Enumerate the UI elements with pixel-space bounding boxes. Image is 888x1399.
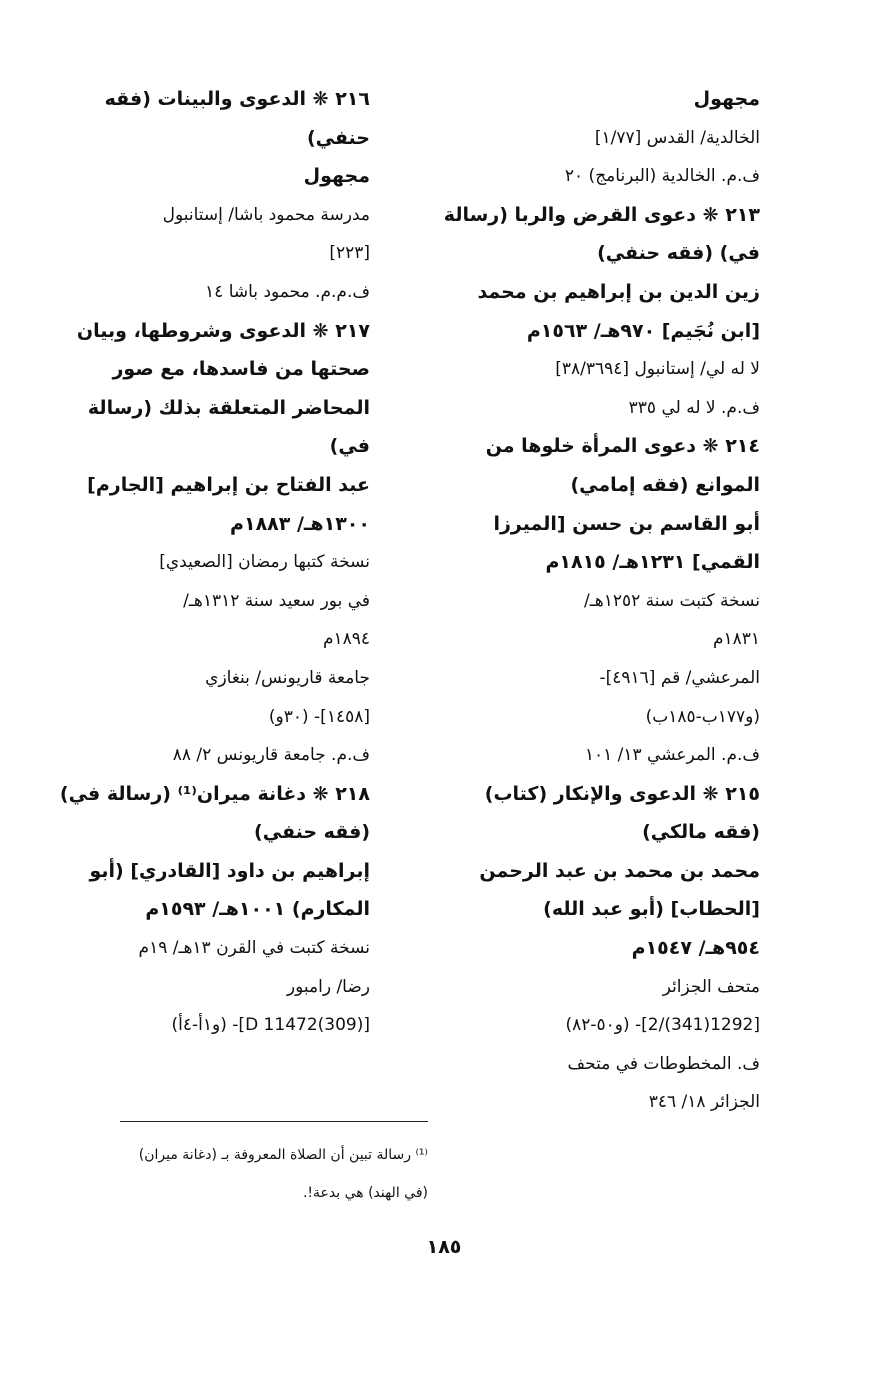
entry-line: [الحطاب] (أبو عبد الله) <box>543 898 760 921</box>
left-column <box>59 80 370 1045</box>
entry-line: متحف الجزائر <box>662 976 760 997</box>
entry-line: نسخة كتبت سنة ١٢٥٢هـ/ <box>584 590 760 611</box>
entry-line: ف.م. لا له لي ٣٣٥ <box>628 397 760 418</box>
entry-line: نسخة كتبت في القرن ١٣هـ/ ١٩م <box>138 938 370 959</box>
entry-line: الخالدية/ القدس [١/٧٧] <box>594 127 760 148</box>
entry-line: ١٣٠٠هـ/ ١٨٨٣م <box>230 512 370 535</box>
entry-line: ف.م. جامعة قاريونس ٢/ ٨٨ <box>172 745 370 766</box>
entry-line: نسخة كتبها رمضان [الصعيدي] <box>159 552 370 573</box>
entry-line: ٢١٣ ❋ دعوى القرض والربا (رسالة <box>443 203 760 226</box>
entry-line: ٢١٨ ❋ دغانة ميران⁽¹⁾ (رسالة في) <box>59 782 370 805</box>
entry-line: ١٨٣١م <box>712 629 760 650</box>
entry-line: [1292(341)/2]- (و٥٠-٨٢) <box>565 1015 760 1036</box>
entry-line: ٢١٦ ❋ الدعوى والبينات (فقه <box>104 88 370 110</box>
footnote-line: ⁽¹⁾ رسالة تبين أن الصلاة المعروفة بـ (دغانة ميران) <box>138 1147 428 1163</box>
entry-line: لا له لي/ إستانبول [٣٨/٣٦٩٤] <box>555 359 760 380</box>
entry-line: [١٤٥٨]- (٣٠و) <box>268 706 370 727</box>
footnotes <box>118 1136 428 1212</box>
entry-line: رضا/ رامبور <box>286 976 370 997</box>
entry-line: ٢١٥ ❋ الدعوى والإنكار (كتاب) <box>484 782 760 805</box>
entry-line: الموانع (فقه إمامي) <box>570 473 760 496</box>
entry-line: ف.م. المرعشي ١٣/ ١٠١ <box>584 745 760 766</box>
page-number: ١٨٥ <box>426 1236 462 1258</box>
entry-line: المحاضر المتعلقة بذلك (رسالة <box>87 396 370 419</box>
entry-line: المكارم) ١٠٠١هـ/ ١٥٩٣م <box>145 898 370 921</box>
entry-line: (فقه حنفي) <box>254 821 370 844</box>
entry-line: زين الدين بن إبراهيم بن محمد <box>477 280 760 303</box>
entry-line: (و١٧٧ب-١٨٥ب) <box>645 706 760 727</box>
entry-line: محمد بن محمد بن عبد الرحمن <box>479 859 760 882</box>
entry-line: مجهول <box>303 165 370 188</box>
right-column <box>443 80 760 1122</box>
entry-line: ٢١٤ ❋ دعوى المرأة خلوها من <box>485 435 760 458</box>
entry-line: [ابن نُجَيم] ٩٧٠هـ/ ١٥٦٣م <box>526 319 760 342</box>
entry-line: عبد الفتاح بن إبراهيم [الجارم] <box>87 473 370 496</box>
entry-line: ف.م.م. محمود باشا ١٤ <box>205 281 370 302</box>
entry-line: إبراهيم بن داود [القادري] (أبو <box>89 859 370 882</box>
entry-line: صحتها من فاسدها، مع صور <box>112 358 370 381</box>
footnote-separator <box>120 1121 428 1122</box>
footnote-line: (في الهند) هي بدعة!. <box>302 1185 428 1201</box>
entry-line: مدرسة محمود باشا/ إستانبول <box>162 204 370 225</box>
entry-line: ١٨٩٤م <box>322 629 370 650</box>
entry-line: المرعشي/ قم [٤٩١٦]- <box>599 667 760 688</box>
entry-line: ٢١٧ ❋ الدعوى وشروطها، وبيان <box>76 319 370 342</box>
entry-line: (فقه مالكي) <box>642 821 760 844</box>
entry-line: ف.م. الخالدية (البرنامج) ٢٠ <box>564 166 760 187</box>
entry-line: جامعة قاريونس/ بنغازي <box>205 667 370 688</box>
entry-line: الجزائر ١٨/ ٣٤٦ <box>648 1092 760 1113</box>
entry-line: في) <box>329 435 370 458</box>
entry-line: القمي] ١٢٣١هـ/ ١٨١٥م <box>545 551 760 574</box>
entry-line: حنفي) <box>306 126 370 149</box>
entry-line: [D 11472(309)]- (و١أ-٤أ) <box>171 1015 370 1036</box>
entry-line: أبو القاسم بن حسن [الميرزا <box>493 512 760 535</box>
entry-line: في بور سعيد سنة ١٣١٢هـ/ <box>183 590 370 611</box>
entry-line: ف. المخطوطات في متحف <box>567 1053 760 1074</box>
entry-line: ٩٥٤هـ/ ١٥٤٧م <box>631 937 760 960</box>
entry-line: في) (فقه حنفي) <box>597 242 760 265</box>
entry-line: [٢٢٣] <box>329 243 370 264</box>
entry-line: مجهول <box>693 88 760 110</box>
